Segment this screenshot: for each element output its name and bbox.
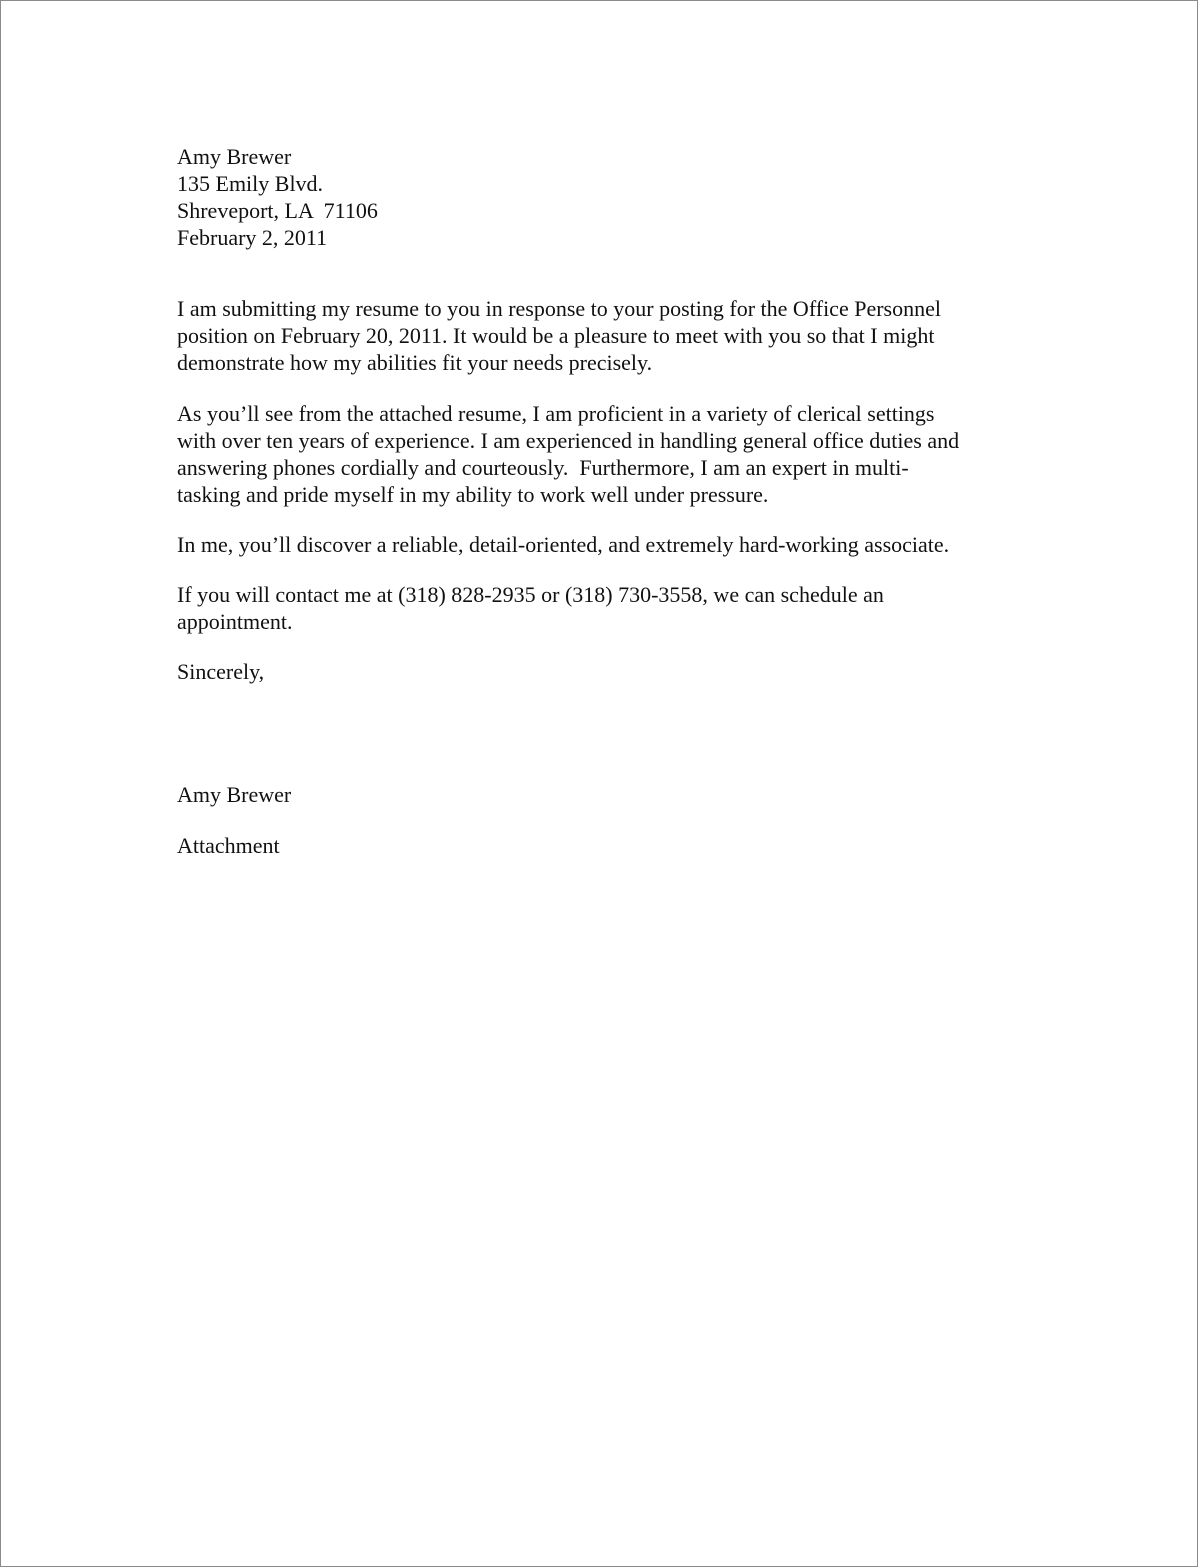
body-paragraph-1: [177, 295, 1037, 376]
closing: [177, 658, 1037, 685]
sender-street: 135 Emily Blvd.: [177, 171, 324, 196]
paragraph-line: appointment.: [177, 609, 293, 634]
paragraph-line: demonstrate how my abilities fit your needs precisely.: [177, 350, 653, 375]
paragraph-line: with over ten years of experience. I am experienced in handling general office duties and: [177, 428, 960, 453]
letter-date: February 2, 2011: [177, 225, 328, 250]
signature-name: Amy Brewer: [177, 782, 292, 807]
paragraph-line: tasking and pride myself in my ability to work well under pressure.: [177, 482, 769, 507]
cover-letter: [177, 143, 1037, 859]
paragraph-line: As you’ll see from the attached resume, I am proficient in a variety of clerical settings: [177, 401, 935, 426]
enclosure-note: [177, 832, 1037, 859]
sender-address-block: [177, 143, 1037, 251]
paragraph-line: answering phones cordially and courteously. Furthermore, I am an expert in multi-: [177, 455, 909, 480]
closing-text: Sincerely,: [177, 659, 265, 684]
paragraph-line: In me, you’ll discover a reliable, detail-oriented, and extremely hard-working associate.: [177, 532, 950, 557]
body-paragraph-3: [177, 531, 1037, 558]
enclosure-text: Attachment: [177, 833, 280, 858]
body-paragraph-4: [177, 581, 1037, 635]
paragraph-line: position on February 20, 2011. It would be a pleasure to meet with you so that I might: [177, 323, 935, 348]
paragraph-line: If you will contact me at (318) 828-2935 or (318) 730-3558, we can schedule an: [177, 582, 884, 607]
signature-block: [177, 781, 1037, 808]
sender-name: Amy Brewer: [177, 144, 292, 169]
paragraph-line: I am submitting my resume to you in response to your posting for the Office Personnel: [177, 296, 941, 321]
sender-city-state-zip: Shreveport, LA 71106: [177, 198, 378, 223]
body-paragraph-2: [177, 400, 1037, 508]
